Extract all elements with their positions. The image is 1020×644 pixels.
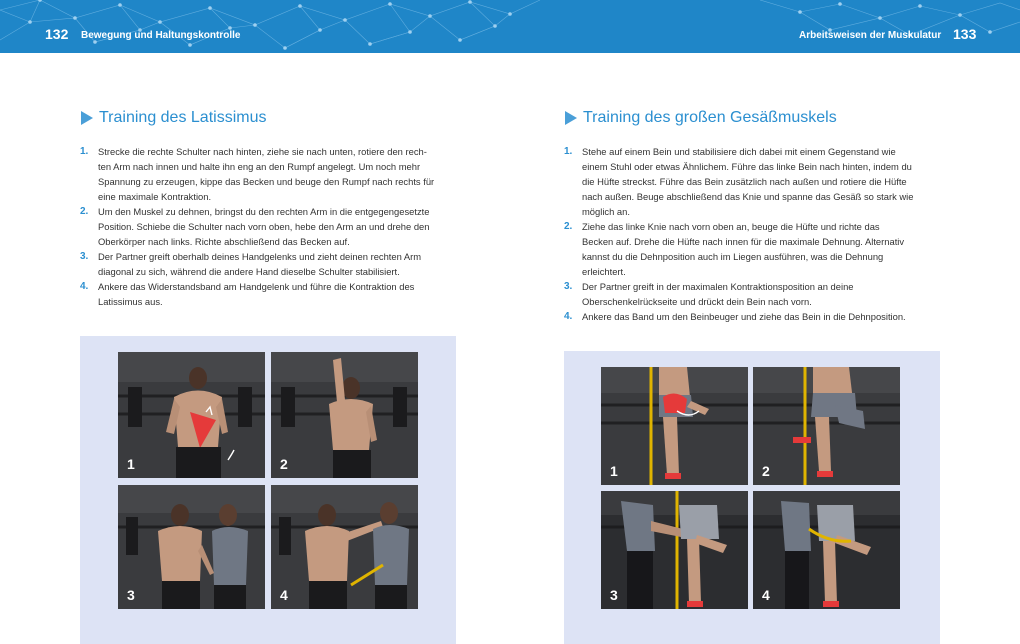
left-page-number: 132 [45, 26, 69, 42]
list-item: 3. Der Partner greift oberhalb deines Handgelenks und zieht deinen rechten Arm diagonal zu sich, während die andere Hand dieselbe Schulter stabilisiert. [80, 251, 422, 277]
list-item: 3. Der Partner greift in der maximalen Kontraktionsposition an deine Oberschenkelrückseite und drückt dein Bein nach vorn. [564, 281, 854, 307]
step-number: 4. [564, 311, 573, 322]
photo-number-label: 3 [127, 587, 135, 603]
list-item: 1. Strecke die rechte Schulter nach hinten, ziehe sie nach unten, rotiere den rech- ten Arm nach innen und halte ihn eng an den Rumpf angelegt. Um noch mehr Spannung zu erzeugen, kippe das Becken und beuge den Rumpf nach rechts für eine maximale Kontraktion. [80, 146, 435, 202]
exercise-photo [601, 367, 748, 485]
list-item: 1. Stehe auf einem Bein und stabilisiere dich dabei mit einem Gegenstand wie einem Stuhl oder etwas Ähnlichem. Führe das linke Bein nach hinten, indem du die Hüfte streckst. Führe das Bein zusätzlich nach außen und rotiere die Hüfte nach außen. Beuge abschließend das Knie und spanne das Gesäß so stark wie möglich an. [564, 146, 914, 217]
photo-number-label: 1 [610, 463, 618, 479]
section-arrow-icon [565, 111, 577, 125]
step-number: 2. [564, 221, 573, 232]
exercise-photo [753, 491, 900, 609]
right-photo-panel [564, 351, 940, 644]
section-arrow-icon [81, 111, 93, 125]
right-section-title: Training des großen Gesäßmuskels [583, 109, 837, 126]
page-header [0, 0, 1020, 53]
step-number: 3. [80, 251, 89, 262]
exercise-photo [118, 485, 265, 609]
step-number: 4. [80, 281, 89, 292]
step-number: 3. [564, 281, 573, 292]
step-number: 1. [564, 146, 573, 157]
left-instruction-list [80, 144, 470, 309]
list-item: 4. Ankere das Widerstandsband am Handgelenk und führe die Kontraktion des Latissimus aus. [80, 281, 415, 307]
right-instruction-list [564, 144, 954, 324]
left-section-title: Training des Latissimus [99, 109, 267, 126]
exercise-photo [271, 485, 418, 609]
right-page-number: 133 [953, 26, 977, 42]
photo-number-label: 4 [762, 587, 770, 603]
list-item: 4. Ankere das Band um den Beinbeuger und ziehe das Bein in die Dehnposition. [564, 311, 906, 322]
photo-number-label: 4 [280, 587, 288, 603]
list-item: 2. Um den Muskel zu dehnen, bringst du den rechten Arm in die entgegengesetzte Position. Schiebe die Schulter nach vorn oben, hebe den Arm an und drehe den Oberkörper nach links. Richte abschließend das Becken auf. [80, 206, 430, 247]
exercise-photo [118, 352, 265, 478]
exercise-photo [601, 491, 748, 609]
left-chapter-title: Bewegung und Haltungskontrolle [81, 30, 241, 41]
photo-number-label: 2 [280, 456, 288, 472]
network-pattern-decoration [0, 0, 1020, 53]
photo-number-label: 1 [127, 456, 135, 472]
photo-number-label: 3 [610, 587, 618, 603]
step-number: 1. [80, 146, 89, 157]
photo-number-label: 2 [762, 463, 770, 479]
step-number: 2. [80, 206, 89, 217]
exercise-photo [271, 352, 418, 478]
left-photo-panel [80, 336, 456, 644]
right-chapter-title: Arbeitsweisen der Muskulatur [799, 30, 942, 41]
list-item: 2. Ziehe das linke Knie nach vorn oben an, beuge die Hüfte und richte das Becken auf. Drehe die Hüfte nach innen für die maximale Dehnung. Alternativ kannst du die Dehnposition auch im Liegen ausführen, was die Dehnung erleichtert. [564, 221, 905, 277]
exercise-photo [753, 367, 900, 485]
